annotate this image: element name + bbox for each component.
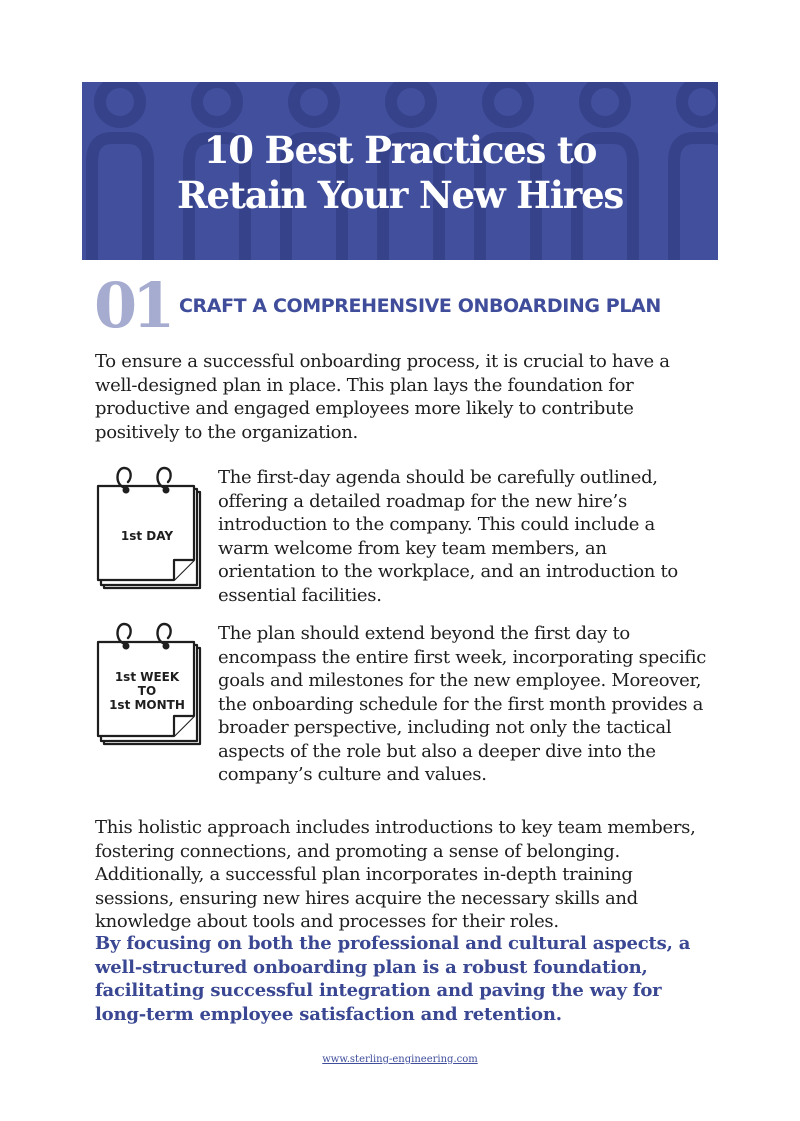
intro-paragraph: To ensure a successful onboarding process, it is crucial to have a well-designed plan in place. This plan lays the foundation for productive and engaged employees more likely to contribute positively to the organization.	[95, 351, 670, 443]
body-paragraph: This holistic approach includes introductions to key team members, fostering connections, and promoting a sense of belonging. Additionally, a successful plan incorporates in-depth training sessions, ensuring new hires acquire the necessary skills and knowledge about tools and processes for their roles.	[95, 817, 696, 932]
item-paragraph-first-day: The first-day agenda should be carefully outlined, offering a detailed roadmap for the new hire’s introduction to the company. This could include a warm welcome from key team members, an orientation to the workplace, and an introduction to essential facilities.	[218, 467, 678, 606]
calendar-label-line: 1st WEEK	[114, 670, 180, 684]
calendar-label	[98, 529, 196, 543]
section-number: 01	[94, 269, 171, 342]
section-heading: CRAFT A COMPREHENSIVE ONBOARDING PLAN	[179, 295, 661, 317]
page-title-line-2: Retain Your New Hires	[176, 173, 624, 217]
page-title-line-1: 10 Best Practices to	[203, 128, 597, 172]
item-paragraph-first-week: The plan should extend beyond the first day to encompass the entire first week, incorporating specific goals and milestones for the new employee. Moreover, the onboarding schedule for the first month provides a broader perspective, including not only the tactical aspects of the role but also a deeper dive into the company’s culture and values.	[218, 623, 707, 785]
calendar-label-line: 1st DAY	[120, 529, 174, 543]
calendar-label	[98, 670, 196, 712]
calendar-label-line: TO	[137, 684, 157, 698]
conclusion-paragraph: By focusing on both the professional and cultural aspects, a well-structured onboarding plan is a robust foundation, facilitating successful integration and paving the way for long-term employee satisfaction and retention.	[95, 933, 691, 1025]
page-title	[0, 128, 800, 218]
calendar-label-line: 1st MONTH	[109, 698, 185, 712]
calendar-icon	[94, 466, 204, 594]
footer-website-link[interactable]: www.sterling-engineering.com	[322, 1054, 478, 1065]
calendar-icon	[94, 622, 204, 750]
